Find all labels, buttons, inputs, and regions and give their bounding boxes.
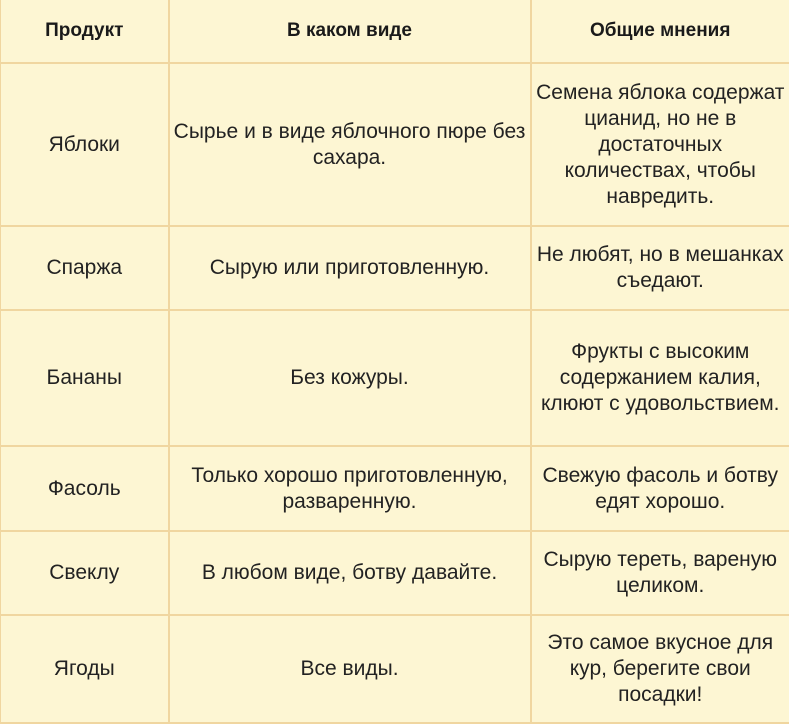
header-product: Продукт [1,0,169,63]
cell-opinion: Это самое вкусное для кур, берегите свои посадки! [531,615,789,723]
cell-form: Сырую или приготовленную. [169,226,531,310]
cell-form: Только хорошо приготовленную, разваренную. [169,446,531,531]
cell-opinion: Свежую фасоль и ботву едят хорошо. [531,446,789,531]
cell-form: В любом виде, ботву давайте. [169,531,531,615]
cell-opinion: Фрукты с высоким содержанием калия, клюют с удовольствием. [531,310,789,446]
table-row [1,63,789,226]
cell-form: Без кожуры. [169,310,531,446]
header-row [1,0,789,63]
header-form: В каком виде [169,0,531,63]
cell-product: Яблоки [1,63,169,226]
table-row [1,310,789,446]
table-header [1,0,789,63]
table-row [1,226,789,310]
cell-product: Ягоды [1,615,169,723]
cell-opinion: Семена яблока содержат цианид, но не в достаточных количествах, чтобы навредить. [531,63,789,226]
table-body [1,63,789,723]
cell-product: Бананы [1,310,169,446]
cell-form: Сырье и в виде яблочного пюре без сахара. [169,63,531,226]
cell-product: Спаржа [1,226,169,310]
table-row [1,615,789,723]
cell-product: Фасоль [1,446,169,531]
cell-form: Все виды. [169,615,531,723]
table-row [1,531,789,615]
header-opinion: Общие мнения [531,0,789,63]
cell-opinion: Сырую тереть, вареную целиком. [531,531,789,615]
cell-product: Свеклу [1,531,169,615]
table-row [1,446,789,531]
cell-opinion: Не любят, но в мешанках съедают. [531,226,789,310]
